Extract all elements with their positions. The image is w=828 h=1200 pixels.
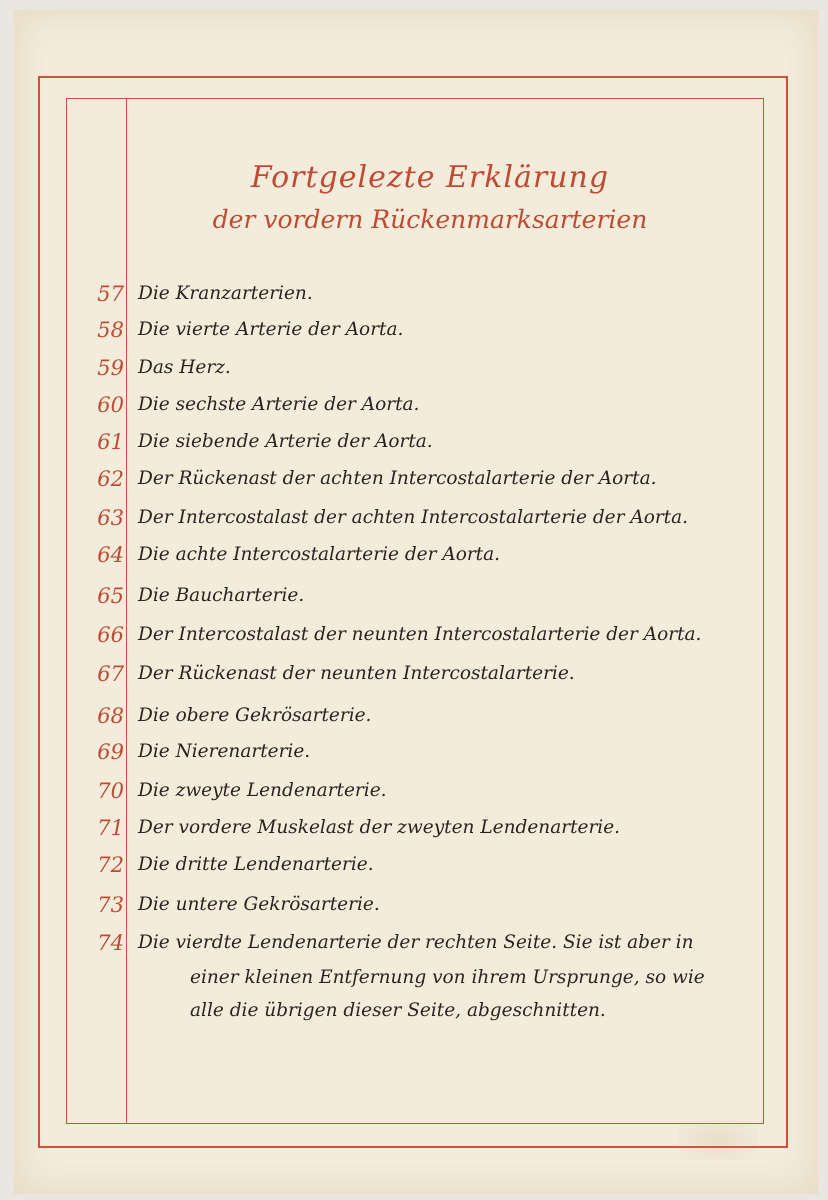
page-subtitle: der vordern Rückenmarksarterien bbox=[212, 205, 648, 234]
entry-number: 69 bbox=[97, 740, 124, 764]
entry-number: 73 bbox=[97, 893, 124, 917]
entry-text: Der Rückenast der neunten Intercostalarterie. bbox=[138, 663, 575, 684]
entry-text: Die untere Gekrösarterie. bbox=[138, 894, 380, 915]
list-item bbox=[0, 619, 828, 651]
list-item bbox=[0, 426, 828, 458]
list-item bbox=[0, 463, 828, 495]
entry-number: 57 bbox=[97, 282, 124, 306]
entry-text: Die Nierenarterie. bbox=[138, 741, 311, 762]
entry-number: 74 bbox=[97, 931, 124, 955]
list-item bbox=[0, 314, 828, 346]
entry-number: 59 bbox=[97, 356, 124, 380]
entry-text: Der vordere Muskelast der zweyten Lendenarterie. bbox=[138, 817, 621, 838]
entry-text: Die Baucharterie. bbox=[138, 585, 305, 606]
entry-text: Die obere Gekrösarterie. bbox=[138, 705, 372, 726]
entry-number: 61 bbox=[97, 430, 124, 454]
entry-text: Die vierte Arterie der Aorta. bbox=[138, 319, 404, 340]
entry-number: 64 bbox=[97, 543, 124, 567]
entry-number: 58 bbox=[97, 318, 124, 342]
entry-number: 60 bbox=[97, 393, 124, 417]
list-item bbox=[0, 278, 828, 310]
list-item bbox=[0, 580, 828, 612]
list-item bbox=[0, 539, 828, 571]
entry-number: 63 bbox=[97, 506, 124, 530]
entry-text: Der Intercostalast der achten Intercostalarterie der Aorta. bbox=[138, 507, 689, 528]
entry-text: Die zweyte Lendenarterie. bbox=[138, 780, 387, 801]
entry-number: 62 bbox=[97, 467, 124, 491]
entry-continuation-line: einer kleinen Entfernung von ihrem Ursprunge, so wie bbox=[190, 967, 705, 988]
list-item bbox=[0, 736, 828, 768]
entry-text: Die dritte Lendenarterie. bbox=[138, 854, 374, 875]
list-item bbox=[0, 352, 828, 384]
entry-number: 71 bbox=[97, 816, 124, 840]
entry-text: Die siebende Arterie der Aorta. bbox=[138, 431, 433, 452]
entry-text: Der Intercostalast der neunten Intercostalarterie der Aorta. bbox=[138, 624, 702, 645]
entry-text: Die sechste Arterie der Aorta. bbox=[138, 394, 420, 415]
entry-text: Der Rückenast der achten Intercostalarterie der Aorta. bbox=[138, 468, 657, 489]
list-item bbox=[0, 889, 828, 921]
list-item bbox=[0, 775, 828, 807]
entry-number: 68 bbox=[97, 704, 124, 728]
entry-number: 67 bbox=[97, 662, 124, 686]
paper-stain bbox=[678, 1120, 758, 1160]
list-item bbox=[0, 700, 828, 732]
entry-number: 65 bbox=[97, 584, 124, 608]
list-item bbox=[0, 389, 828, 421]
entry-text: Die vierdte Lendenarterie der rechten Seite. Sie ist aber in bbox=[138, 932, 694, 953]
entry-text: Die Kranzarterien. bbox=[138, 283, 313, 304]
list-item bbox=[0, 927, 828, 959]
entry-number: 70 bbox=[97, 779, 124, 803]
list-item bbox=[0, 658, 828, 690]
entry-number: 66 bbox=[97, 623, 124, 647]
entry-text: Die achte Intercostalarterie der Aorta. bbox=[138, 544, 501, 565]
list-item bbox=[0, 849, 828, 881]
entry-continuation-line: alle die übrigen dieser Seite, abgeschnitten. bbox=[190, 1000, 606, 1021]
list-item bbox=[0, 502, 828, 534]
entry-number: 72 bbox=[97, 853, 124, 877]
list-item bbox=[0, 812, 828, 844]
page-title: Fortgelezte Erklärung bbox=[250, 160, 610, 195]
entry-text: Das Herz. bbox=[138, 357, 231, 378]
